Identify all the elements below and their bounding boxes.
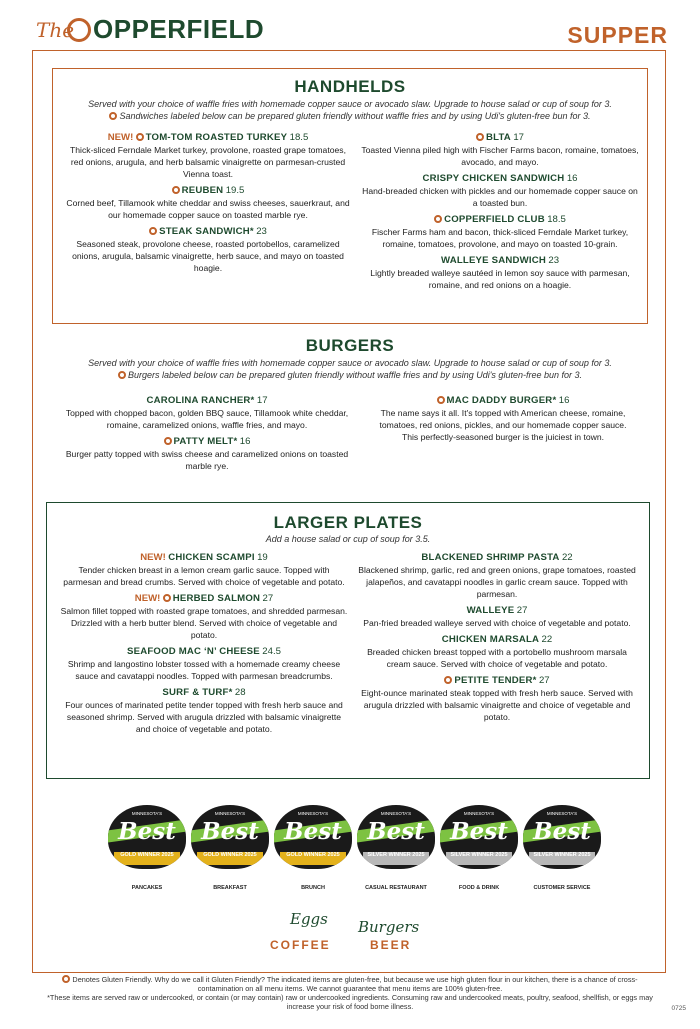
menu-item-price: 28 [234,687,246,698]
menu-item [359,254,641,291]
brand-name: OPPERFIELD [93,14,265,44]
awards-row [0,805,700,905]
menu-item-description: Blackened shrimp, garlic, red and green onions, grape tomatoes, roasted jalapeños, and cavatappi noodles in garlic cream sauce. Topped with parmesan. [358,565,636,599]
section-subtitle: Served with your choice of waffle fries with homemade copper sauce or avocado slaw. Upgrade to house salad or cup of soup for 3. [88,358,612,368]
menu-item-name: TOM-TOM ROASTED TURKEY [145,132,288,143]
new-badge: NEW! [107,132,134,143]
section-gf-note: Sandwiches labeled below can be prepared gluten friendly without waffle fries and by using Udi's gluten-free bun for 3. [53,110,647,122]
award-ribbon: SILVER WINNER 2025 [363,852,429,865]
tagline-eggs: Eggs [290,910,328,928]
award-state: MINNESOTA'S [546,811,578,816]
handhelds-left-column [63,131,353,278]
menu-item-header [359,131,641,144]
gluten-friendly-icon [434,215,442,223]
menu-item-header [359,172,641,185]
menu-item-description: Shrimp and langostino lobster tossed with a homemade creamy cheese sauce and cavatappi noodles. Topped with parmesan breadcrumbs. [67,659,341,681]
menu-item [59,592,349,641]
menu-item [355,674,639,723]
menu-item-name: STEAK SANDWICH* [159,226,254,237]
burgers-section [52,336,648,486]
menu-item-price: 23 [256,226,267,237]
menu-item-price: 23 [548,255,560,266]
menu-item-price: 27 [262,593,274,604]
award-best: Best [533,818,591,845]
menu-item [359,131,641,168]
menu-item-name: SURF & TURF* [162,687,233,698]
menu-item-description: Burger patty topped with swiss cheese and caramelized onions on toasted marble rye. [65,449,349,471]
award-state: MINNESOTA'S [214,811,246,816]
menu-item-price: 17 [256,395,268,406]
menu-item-name: BLACKENED SHRIMP PASTA [421,552,560,563]
menu-item-description: Lightly breaded walleye sautéed in lemon soy sauce with parmesan, romaine, and red onions on a hoagie. [370,268,630,290]
footnotes [40,975,660,1011]
menu-item-name: REUBEN [181,185,224,196]
menu-item-name: WALLEYE SANDWICH [440,255,546,266]
menu-item-header [63,131,353,144]
menu-item-description: Breaded chicken breast topped with a portobello mushroom marsala cream sauce. Served with choice of vegetable and potato. [367,647,627,669]
menu-item-header [359,254,641,267]
handhelds-section [52,68,648,324]
menu-item-header [359,213,641,226]
gluten-friendly-icon [164,437,172,445]
menu-item-description: Eight-ounce marinated steak topped with fresh herb sauce. Served with arugula drizzled with balsamic vinaigrette and choice of vegetable and potato. [361,688,633,722]
menu-item [372,394,634,443]
menu-item-price: 27 [538,675,550,686]
menu-item-header [59,645,349,658]
gluten-friendly-icon [109,112,117,120]
menu-item-header [355,674,639,687]
menu-item-header [355,551,639,564]
section-title: LARGER PLATES [273,513,423,532]
menu-item-description: Thick-sliced Ferndale Market turkey, provolone, roasted grape tomatoes, red onions, arugula, and herb balsamic vinaigrette on parmesan-crusted Vienna toast. [70,145,346,179]
tagline-coffee: COFFEE [270,938,331,952]
award-best: Best [450,818,508,845]
menu-item-price: 18.5 [289,132,309,143]
larger-left-column [59,551,349,739]
gluten-friendly-icon [163,594,171,602]
menu-item-description: Pan-fried breaded walleye served with choice of vegetable and potato. [363,618,631,628]
section-title: HANDHELDS [294,77,406,96]
award-ribbon: SILVER WINNER 2025 [446,852,512,865]
award-badge-icon [191,805,269,869]
menu-item [355,604,639,629]
gluten-friendly-icon [437,396,445,404]
menu-item-name: CHICKEN SCAMPI [168,552,255,563]
award-best: Best [284,818,342,845]
gluten-friendly-icon [476,133,484,141]
menu-item [63,131,353,180]
menu-item-price: 17 [513,132,524,143]
menu-item-header [355,633,639,646]
menu-item-price: 16 [558,395,570,406]
menu-item-description: Salmon fillet topped with roasted grape tomatoes, and shredded parmesan. Drizzled with a herb butter blend. Served with choice of vegetable and potato. [60,606,348,640]
menu-item-description: Hand-breaded chicken with pickles and our homemade copper sauce on a toasted bun. [362,186,638,208]
menu-item [62,435,352,472]
section-title: BURGERS [305,336,395,355]
award-badge-icon [523,805,601,869]
gluten-friendly-icon [62,975,70,983]
award-label: BREAKFAST [213,885,247,891]
menu-item-description: Seasoned steak, provolone cheese, roasted portobellos, caramelized onions, arugula, balsamic vinaigrette, herb sauce, and mayo on toasted hoagie. [72,239,344,273]
menu-item [59,551,349,588]
section-subtitle: Served with your choice of waffle fries with homemade copper sauce or avocado slaw. Upgrade to house salad or cup of soup for 3. [88,99,612,109]
menu-item-description: Topped with chopped bacon, golden BBQ sauce, Tillamook white cheddar, romaine, caramelized onions, waffle fries, and mayo. [65,408,349,430]
menu-item-name: PATTY MELT* [173,436,238,447]
menu-item-header [59,686,349,699]
menu-code: 0725 [671,1005,686,1012]
menu-item [62,394,352,431]
tagline-burgers: Burgers [358,918,420,936]
tagline-beer: BEER [370,938,412,952]
menu-item-description: The name says it all. It's topped with American cheese, romaine, tomatoes, red onions, pickles, and our homemade copper sauce. This perfectly-seasoned burger is the juiciest in town. [379,408,627,442]
menu-item-header [63,184,353,197]
menu-item [359,172,641,209]
award-state: MINNESOTA'S [463,811,495,816]
menu-item-description: Corned beef, Tillamook white cheddar and swiss cheeses, sauerkraut, and our homemade copper sauce on toasted marble rye. [66,198,350,220]
menu-item-name: WALLEYE [466,605,515,616]
brand-c-logo-icon [67,18,91,42]
award-badge-icon [108,805,186,869]
menu-item-name: CAROLINA RANCHER* [146,395,255,406]
award-badge-icon [274,805,352,869]
award-ribbon: GOLD WINNER 2025 [114,852,180,865]
menu-item-header [62,394,352,407]
menu-item-price: 22 [561,552,573,563]
menu-item-name: CRISPY CHICKEN SANDWICH [422,173,565,184]
menu-item-name: SEAFOOD MAC ‘N’ CHEESE [127,646,260,657]
new-badge: NEW! [134,593,161,604]
award-badge-icon [357,805,435,869]
award-ribbon: GOLD WINNER 2025 [280,852,346,865]
handhelds-right-column [359,131,641,295]
menu-item-price: 16 [239,436,251,447]
gluten-friendly-icon [444,676,452,684]
menu-item-name: CHICKEN MARSALA [441,634,540,645]
menu-item-description: Fischer Farms ham and bacon, thick-sliced Ferndale Market turkey, romaine, tomatoes, provolone, and mayo on toasted 10-grain. [371,227,629,249]
menu-item [63,225,353,274]
brand-prefix: The [36,18,75,42]
gluten-friendly-icon [149,227,157,235]
menu-item-description: Four ounces of marinated petite tender topped with fresh herb sauce and seasoned shrimp. Served with arugula drizzled with balsamic vinaigrette and choice of vegetable and potato. [65,700,343,734]
burgers-left-column [62,394,352,476]
award-best: Best [201,818,259,845]
raw-footnote: *These items are served raw or undercooked, or contain (or may contain) raw or undercooked ingredients. Consuming raw and undercooked meats, poultry, seafood, shellfish, or eggs may increase your risk of food borne illness. [47,993,653,1011]
gluten-friendly-icon [136,133,144,141]
larger-right-column [355,551,639,727]
award-best: Best [118,818,176,845]
menu-item-name: HERBED SALMON [172,593,261,604]
menu-item-header [63,225,353,238]
award-label: CUSTOMER SERVICE [533,885,591,891]
award-state: MINNESOTA'S [131,811,163,816]
award-label: PANCAKES [131,885,163,891]
menu-item-price: 22 [541,634,553,645]
section-subtitle: Add a house salad or cup of soup for 3.5. [265,534,431,544]
menu-item-price: 27 [516,605,528,616]
menu-item-header [59,551,349,564]
gluten-friendly-icon [172,186,180,194]
menu-item-name: PETITE TENDER* [454,675,537,686]
menu-item [359,213,641,250]
menu-item-name: COPPERFIELD CLUB [444,214,545,225]
gluten-friendly-icon [118,371,126,379]
menu-item [355,633,639,670]
award-state: MINNESOTA'S [380,811,412,816]
award-best: Best [367,818,425,845]
award-label: BRUNCH [301,885,325,891]
menu-item-price: 19 [257,552,268,563]
award-badge-icon [440,805,518,869]
award-ribbon: GOLD WINNER 2025 [197,852,263,865]
menu-item-header [62,435,352,448]
larger-plates-section [46,502,650,779]
award-ribbon: SILVER WINNER 2025 [529,852,595,865]
menu-item-price: 24.5 [262,646,281,657]
burgers-right-column [372,394,634,447]
menu-item [355,551,639,600]
award-state: MINNESOTA'S [297,811,329,816]
menu-item-price: 19.5 [225,185,245,196]
menu-item-description: Toasted Vienna piled high with Fischer Farms bacon, romaine, tomatoes, avocado, and mayo. [361,145,639,167]
menu-item-header [355,604,639,617]
menu-item [59,645,349,682]
menu-item [59,686,349,735]
new-badge: NEW! [140,552,166,563]
menu-title: SUPPER [567,22,668,48]
award-label: FOOD & DRINK [458,885,500,891]
menu-item-header [59,592,349,605]
menu-item-name: BLTA [485,132,511,143]
menu-item-name: MAC DADDY BURGER* [446,395,557,406]
award-label: CASUAL RESTAURANT [365,885,427,891]
menu-item-description: Tender chicken breast in a lemon cream garlic sauce. Topped with parmesan and bread crumbs. Served with choice of vegetable and potato. [63,565,345,587]
menu-item [63,184,353,221]
menu-item-price: 16 [566,173,578,184]
menu-item-header [372,394,634,407]
menu-item-price: 18.5 [547,214,566,225]
section-gf-note: Burgers labeled below can be prepared gluten friendly without waffle fries and by using Udi's gluten-free bun for 3. [52,369,648,381]
gf-footnote: Denotes Gluten Friendly. Why do we call it Gluten Friendly? The indicated items are gluten-free, but because we use high gluten flour in our kitchen, there is a chance of cross-contamination on all menu items. We cannot guarantee that menu items are 100% gluten-free. [40,975,660,993]
